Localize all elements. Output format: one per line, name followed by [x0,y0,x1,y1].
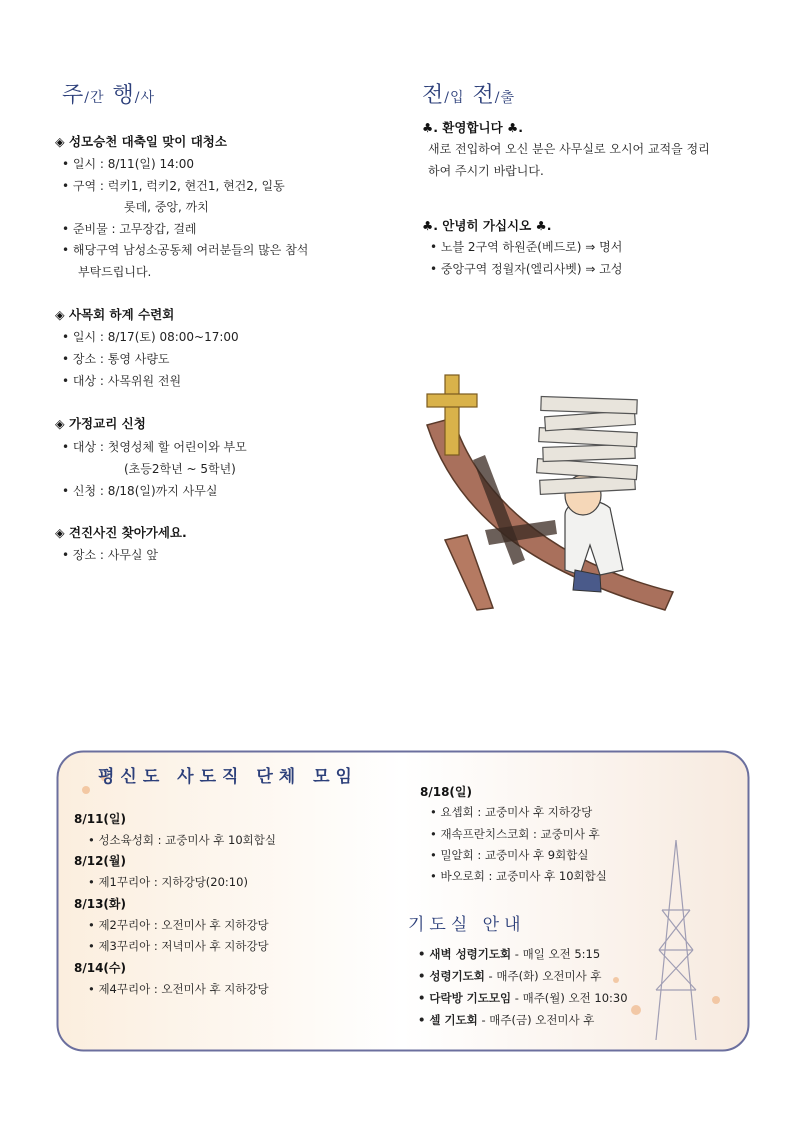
event-line: • 장소 : 사무실 앞 [62,548,158,562]
event-line: • 대상 : 사목위원 전원 [62,374,182,388]
welcome-heading: ♣. 환영합니다 ♣. [422,120,523,135]
group-item: • 제2꾸리아 : 오전미사 후 지하강당 [88,918,269,932]
event-line: 부탁드립니다. [78,265,152,279]
event-heading-photos: ◈ 견진사진 찾아가세요. [55,525,187,540]
group-date: 8/12(월) [74,854,126,868]
group-date: 8/14(수) [74,961,126,975]
event-line: (초등2학년 ~ 5학년) [124,462,236,476]
group-item: • 요셉회 : 교중미사 후 지하강당 [430,805,593,819]
prayer-item: • 다락방 기도모임 - 매주(월) 오전 10:30 [418,991,628,1005]
farewell-line: • 노블 2구역 하원준(베드로) ⇒ 명서 [430,240,623,254]
group-date: 8/11(일) [74,812,126,826]
groups-title: 평신도 사도직 단체 모임 [98,767,358,787]
prayer-item: • 성령기도회 - 매주(화) 오전미사 후 [418,969,602,983]
event-heading-cleaning: ◈ 성모승천 대축일 맞이 대청소 [55,134,227,149]
welcome-text: 새로 전입하여 오신 분은 사무실로 오시어 교적을 정리 [428,142,710,156]
event-heading-catechism: ◈ 가정교리 신청 [55,416,146,431]
prayer-item: • 새벽 성령기도회 - 매일 오전 5:15 [418,947,601,961]
group-item: • 밀알회 : 교중미사 후 9회합실 [430,848,589,862]
event-heading-retreat: ◈ 사목회 하계 수련회 [55,307,175,322]
cross-books-illustration [415,370,695,630]
farewell-heading: ♣. 안녕히 가십시오 ♣. [422,218,552,233]
group-item: • 제3꾸리아 : 저녁미사 후 지하강당 [88,939,269,953]
farewell-line: • 중앙구역 정월자(엘리사벳) ⇒ 고성 [430,262,623,276]
event-line: • 일시 : 8/17(토) 08:00~17:00 [62,330,239,344]
welcome-text: 하여 주시기 바랍니다. [428,164,544,178]
group-item: • 바오로회 : 교중미사 후 10회합실 [430,869,607,883]
group-item: • 제4꾸리아 : 오전미사 후 지하강당 [88,982,269,996]
prayer-item: • 셀 기도회 - 매주(금) 오전미사 후 [418,1013,595,1027]
event-line: • 구역 : 럭키1, 럭키2, 현건1, 현건2, 일동 [62,179,285,193]
event-line: • 해당구역 남성소공동체 여러분들의 많은 참석 [62,243,309,257]
group-item: • 재속프란치스코회 : 교중미사 후 [430,827,600,841]
group-date: 8/13(화) [74,897,126,911]
event-line: • 장소 : 통영 사량도 [62,352,170,366]
event-line: • 신청 : 8/18(일)까지 사무실 [62,484,218,498]
group-date: 8/18(일) [420,785,472,799]
event-line: • 준비물 : 고무장갑, 걸레 [62,222,197,236]
groups-box-frame [56,750,750,1052]
group-item: • 성소육성회 : 교중미사 후 10회합실 [88,833,276,847]
weekly-events-title: 주/간 행/사 [62,83,156,108]
group-item: • 제1꾸리아 : 지하강당(20:10) [88,875,248,889]
event-line: 롯데, 중앙, 까치 [124,200,209,214]
prayer-room-title: 기도실 안내 [408,915,526,935]
event-line: • 대상 : 첫영성체 할 어린이와 부모 [62,440,247,454]
event-line: • 일시 : 8/11(일) 14:00 [62,157,195,171]
transfer-title: 전/입 전/출 [422,83,516,108]
